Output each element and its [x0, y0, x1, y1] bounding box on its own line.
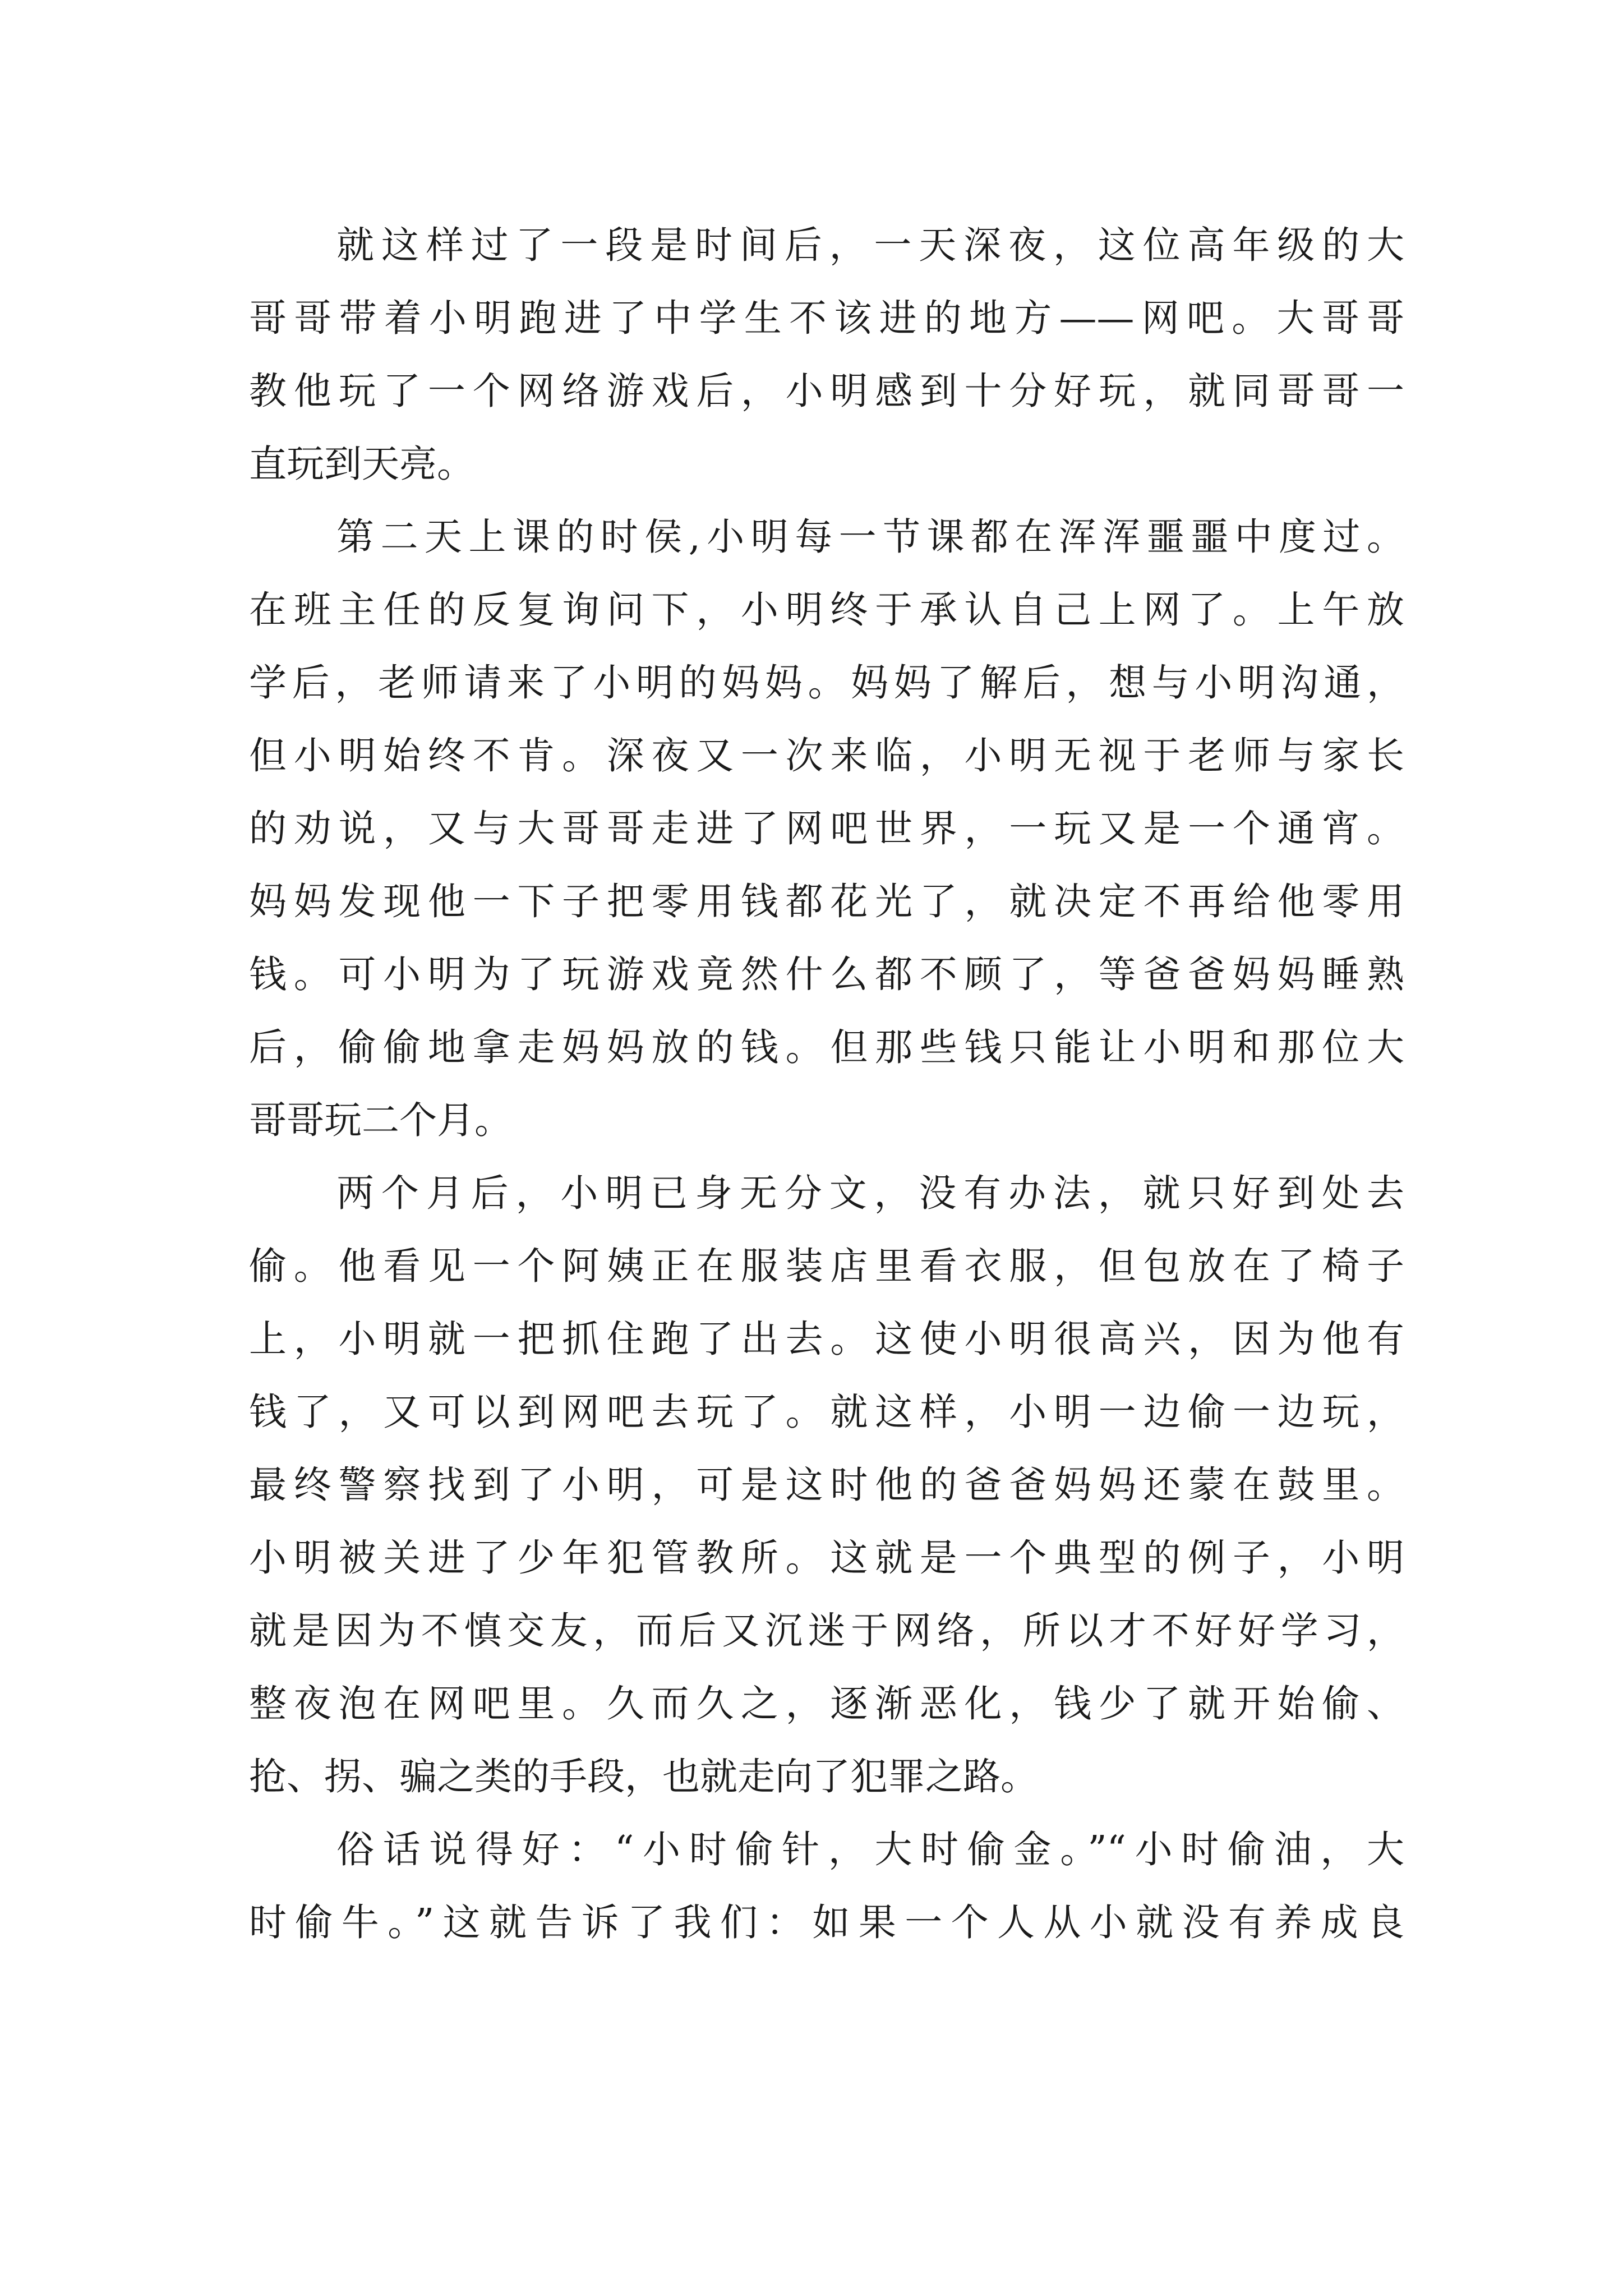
paragraph-1 [249, 209, 1404, 500]
text-line: 直玩到天亮。 [249, 442, 474, 486]
paragraph-2 [249, 500, 1404, 1157]
text-line: 就是因为不慎交友，而后又沉迷于网络，所以才不好好学习， [249, 1609, 1404, 1653]
text-line: 在班主任的反复询问下，小明终于承认自己上网了。上午放 [249, 588, 1404, 632]
text-line: 偷。他看见一个阿姨正在服装店里看衣服，但包放在了椅子 [249, 1244, 1404, 1288]
text-line: 哥哥带着小明跑进了中学生不该进的地方——网吧。大哥哥 [249, 296, 1404, 340]
text-line: 时偷牛。”这就告诉了我们：如果一个人从小就没有养成良 [249, 1901, 1404, 1944]
text-line: 俗话说得好：“小时偷针，大时偷金。”“小时偷油，大 [336, 1828, 1404, 1871]
text-line: 哥哥玩二个月。 [249, 1098, 512, 1142]
text-line: 上，小明就一把抓住跑了出去。这使小明很高兴，因为他有 [249, 1317, 1404, 1361]
body-text [249, 209, 1404, 1959]
text-line: 学后，老师请来了小明的妈妈。妈妈了解后，想与小明沟通， [249, 661, 1404, 705]
text-line: 钱了，又可以到网吧去玩了。就这样，小明一边偷一边玩， [249, 1390, 1404, 1434]
text-line: 妈妈发现他一下子把零用钱都花光了，就决定不再给他零用 [249, 880, 1404, 923]
text-line: 抢、拐、骗之类的手段，也就走向了犯罪之路。 [249, 1755, 1038, 1798]
paragraph-4 [249, 1813, 1404, 1959]
text-line: 教他玩了一个网络游戏后，小明感到十分好玩，就同哥哥一 [249, 369, 1404, 413]
paragraph-3 [249, 1157, 1404, 1813]
text-line: 钱。可小明为了玩游戏竟然什么都不顾了，等爸爸妈妈睡熟 [249, 953, 1404, 996]
text-line: 就这样过了一段是时间后，一天深夜，这位高年级的大 [336, 223, 1404, 267]
text-line: 小明被关进了少年犯管教所。这就是一个典型的例子，小明 [249, 1536, 1404, 1580]
text-line: 但小明始终不肯。深夜又一次来临，小明无视于老师与家长 [249, 734, 1404, 777]
text-line: 最终警察找到了小明，可是这时他的爸爸妈妈还蒙在鼓里。 [249, 1463, 1404, 1507]
text-line: 后，偷偷地拿走妈妈放的钱。但那些钱只能让小明和那位大 [249, 1025, 1404, 1069]
text-line: 两个月后，小明已身无分文，没有办法，就只好到处去 [336, 1171, 1404, 1215]
text-line: 整夜泡在网吧里。久而久之，逐渐恶化，钱少了就开始偷、 [249, 1682, 1404, 1726]
text-line: 的劝说，又与大哥哥走进了网吧世界，一玩又是一个通宵。 [249, 807, 1404, 850]
text-line: 第二天上课的时侯,小明每一节课都在浑浑噩噩中度过。 [336, 515, 1404, 559]
